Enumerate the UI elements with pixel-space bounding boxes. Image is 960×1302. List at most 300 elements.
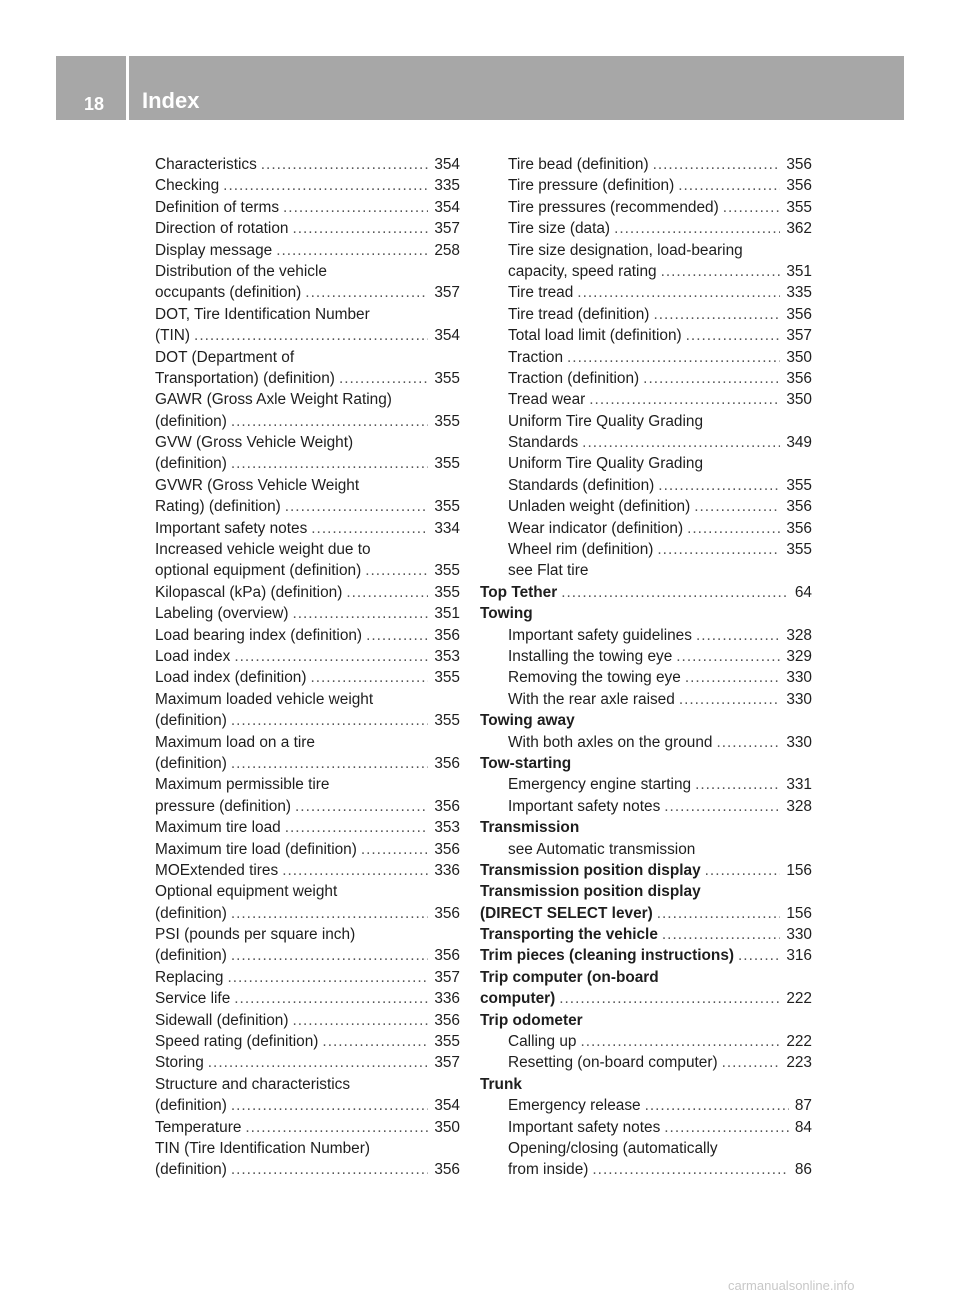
dot-leader (685, 667, 780, 688)
dot-leader (679, 689, 781, 710)
dot-leader (285, 496, 429, 517)
index-entry (155, 518, 460, 539)
dot-leader (292, 1010, 428, 1031)
page-ref: 356 (434, 947, 460, 965)
dot-leader (295, 796, 428, 817)
index-entry (480, 261, 812, 282)
page-ref: 356 (434, 840, 460, 858)
dot-leader (686, 325, 781, 346)
page-ref: 222 (786, 990, 812, 1008)
index-entry (480, 967, 812, 988)
entry-text: Traction (definition) (508, 369, 640, 387)
entry-text: Removing the towing eye (508, 669, 681, 687)
entry-text: Transporting the vehicle (480, 926, 658, 944)
entry-text: Maximum loaded vehicle weight (155, 690, 374, 708)
page-number-box (56, 56, 126, 120)
index-entry (155, 154, 460, 175)
entry-text: Tire tread (508, 284, 574, 302)
index-entry (155, 539, 460, 560)
entry-text: see Flat tire (508, 562, 589, 580)
page-ref: 357 (434, 284, 460, 302)
index-entry (155, 432, 460, 453)
entry-text: Unladen weight (definition) (508, 498, 691, 516)
page-ref: 336 (434, 861, 460, 879)
dot-leader (705, 860, 781, 881)
dot-leader (643, 368, 780, 389)
index-entry (155, 839, 460, 860)
index-entry (480, 411, 812, 432)
index-entry (480, 1095, 812, 1116)
index-entry (480, 903, 812, 924)
entry-text: (definition) (155, 754, 227, 772)
entry-text: Important safety notes (508, 797, 661, 815)
dot-leader (589, 389, 780, 410)
dot-leader (231, 710, 428, 731)
index-entry (480, 774, 812, 795)
dot-leader (657, 903, 781, 924)
dot-leader (664, 796, 780, 817)
index-entry (155, 368, 460, 389)
entry-text: Load bearing index (definition) (155, 626, 363, 644)
entry-text: Labeling (overview) (155, 605, 289, 623)
dot-leader (678, 175, 780, 196)
page-ref: 355 (434, 669, 460, 687)
entry-text: With the rear axle raised (508, 690, 675, 708)
page-ref: 355 (434, 369, 460, 387)
page-ref: 355 (434, 583, 460, 601)
dot-leader (339, 368, 428, 389)
index-entry (480, 689, 812, 710)
entry-text: Important safety notes (508, 1118, 661, 1136)
page-ref: 353 (434, 647, 460, 665)
entry-text: Tire pressure (definition) (508, 177, 675, 195)
page-ref: 84 (794, 1118, 812, 1136)
index-entry (155, 1138, 460, 1159)
index-entry (480, 154, 812, 175)
index-entry (480, 582, 812, 603)
page-ref: 351 (786, 262, 812, 280)
page-ref: 362 (786, 220, 812, 238)
page-ref: 357 (434, 968, 460, 986)
index-entry (480, 518, 812, 539)
index-entry (155, 1159, 460, 1180)
entry-text: Standards (508, 434, 579, 452)
entry-text: Checking (155, 177, 220, 195)
entry-text: see Automatic transmission (508, 840, 696, 858)
dot-leader (310, 667, 428, 688)
entry-text: (definition) (155, 1097, 227, 1115)
page-ref: 355 (434, 498, 460, 516)
entry-text: Direction of rotation (155, 220, 289, 238)
index-entry (480, 988, 812, 1009)
page-title: Index (142, 88, 200, 113)
dot-leader (653, 304, 780, 325)
index-entry (155, 175, 460, 196)
dot-leader (231, 1095, 428, 1116)
entry-text: Definition of terms (155, 198, 280, 216)
entry-text: Speed rating (definition) (155, 1033, 319, 1051)
entry-text: Installing the towing eye (508, 647, 673, 665)
index-entry (480, 710, 812, 731)
dot-leader (276, 240, 428, 261)
index-entry (155, 924, 460, 945)
index-entry (480, 496, 812, 517)
entry-text: Tow-starting (480, 754, 572, 772)
page-ref: 356 (786, 156, 812, 173)
dot-leader (245, 1117, 428, 1138)
index-entry (480, 1117, 812, 1138)
dot-leader (282, 860, 428, 881)
entry-text: (definition) (155, 455, 227, 473)
entry-text: Transportation) (definition) (155, 369, 335, 387)
entry-text: Increased vehicle weight due to (155, 541, 371, 559)
page-ref: 355 (434, 712, 460, 730)
index-entry (480, 560, 812, 581)
entry-text: Trip odometer (480, 1011, 583, 1029)
index-entry (480, 1138, 812, 1159)
entry-text: Tire size designation, load-bearing (508, 241, 743, 259)
index-entry (155, 475, 460, 496)
index-entry (155, 625, 460, 646)
index-entry (155, 389, 460, 410)
entry-text: Transmission position display (480, 861, 701, 879)
entry-text: (DIRECT SELECT lever) (480, 904, 653, 922)
dot-leader (592, 1159, 788, 1180)
dot-leader (292, 603, 428, 624)
dot-leader (695, 774, 780, 795)
entry-text: Characteristics (155, 156, 257, 173)
entry-text: Display message (155, 241, 273, 259)
index-entry (155, 1010, 460, 1031)
index-entry (480, 646, 812, 667)
index-entry (480, 218, 812, 239)
entry-text: pressure (definition) (155, 797, 292, 815)
dot-leader (292, 218, 428, 239)
page-ref: 330 (786, 690, 812, 708)
index-entry (155, 1095, 460, 1116)
page-ref: 156 (786, 861, 812, 879)
page-ref: 223 (786, 1054, 812, 1072)
dot-leader (285, 817, 429, 838)
index-entry (480, 732, 812, 753)
entry-text: Maximum permissible tire (155, 776, 330, 794)
index-entry (155, 796, 460, 817)
page-ref: 355 (434, 562, 460, 580)
index-entry (155, 560, 460, 581)
page-ref: 351 (434, 605, 460, 623)
dot-leader (231, 453, 428, 474)
index-entry (480, 839, 812, 860)
entry-text: Wheel rim (definition) (508, 541, 654, 559)
dot-leader (676, 646, 780, 667)
entry-text: optional equipment (definition) (155, 562, 362, 580)
entry-text: MOExtended tires (155, 861, 279, 879)
index-entry (480, 796, 812, 817)
dot-leader (305, 282, 428, 303)
entry-text: Calling up (508, 1033, 577, 1051)
dot-leader (738, 945, 780, 966)
entry-text: Distribution of the vehicle (155, 262, 327, 280)
entry-text: computer) (480, 990, 556, 1008)
entry-text: Uniform Tire Quality Grading (508, 455, 704, 473)
entry-text: PSI (pounds per square inch) (155, 926, 356, 944)
page-number: 18 (84, 94, 105, 114)
dot-leader (311, 518, 428, 539)
dot-leader (366, 625, 428, 646)
index-entry (155, 817, 460, 838)
dot-leader (658, 475, 780, 496)
entry-text: DOT (Department of (155, 348, 295, 366)
entry-text: Optional equipment weight (155, 883, 338, 901)
page-ref: 86 (794, 1161, 812, 1179)
index-entry (155, 710, 460, 731)
page-ref: 328 (786, 797, 812, 815)
page-ref: 64 (794, 583, 812, 601)
entry-text: occupants (definition) (155, 284, 302, 302)
index-entry (155, 304, 460, 325)
index-entry (155, 732, 460, 753)
dot-leader (231, 411, 428, 432)
index-entry (155, 689, 460, 710)
entry-text: Replacing (155, 968, 224, 986)
index-entry (155, 603, 460, 624)
entry-text: Kilopascal (kPa) (definition) (155, 583, 343, 601)
dot-leader (657, 539, 780, 560)
page-ref: 357 (434, 1054, 460, 1072)
index-entry (480, 453, 812, 474)
entry-text: from inside) (508, 1161, 589, 1179)
page-ref: 356 (434, 904, 460, 922)
watermark: carmanualsonline.info (728, 1278, 855, 1293)
dot-leader (346, 582, 428, 603)
page-ref: 330 (786, 669, 812, 687)
index-entry (480, 860, 812, 881)
index-entry (155, 325, 460, 346)
index-entry (480, 603, 812, 624)
index-entry (155, 347, 460, 368)
entry-text: Service life (155, 990, 231, 1008)
index-entry (155, 1052, 460, 1073)
index-entry (480, 539, 812, 560)
dot-leader (231, 945, 428, 966)
index-entry (480, 1052, 812, 1073)
entry-text: Temperature (155, 1118, 242, 1136)
index-entry (480, 389, 812, 410)
index-entry (155, 282, 460, 303)
index-entry (480, 1074, 812, 1095)
entry-text: Maximum load on a tire (155, 733, 315, 751)
index-entry (155, 197, 460, 218)
index-column-right (480, 154, 812, 1181)
entry-text: Towing away (480, 712, 575, 730)
index-entry (480, 282, 812, 303)
index-entry (155, 860, 460, 881)
page-ref: 356 (434, 1011, 460, 1029)
entry-text: Maximum tire load (155, 819, 281, 837)
page-ref: 330 (786, 733, 812, 751)
page-ref: 87 (794, 1097, 812, 1115)
entry-text: Total load limit (definition) (508, 327, 682, 345)
entry-text: Tire size (data) (508, 220, 611, 238)
index-entry (480, 625, 812, 646)
page-ref: 350 (434, 1118, 460, 1136)
entry-text: Top Tether (480, 583, 558, 601)
index-entry (480, 881, 812, 902)
entry-text: Traction (508, 348, 564, 366)
entry-text: Emergency release (508, 1097, 641, 1115)
dot-leader (687, 518, 780, 539)
entry-text: (definition) (155, 412, 227, 430)
index-entry (155, 646, 460, 667)
entry-text: Wear indicator (definition) (508, 519, 684, 537)
page-ref: 354 (434, 198, 460, 216)
page-ref: 336 (434, 990, 460, 1008)
page-ref: 355 (786, 541, 812, 559)
page-ref: 355 (434, 455, 460, 473)
dot-leader (614, 218, 780, 239)
index-entry (480, 304, 812, 325)
index-entry (155, 261, 460, 282)
index-entry (480, 475, 812, 496)
page-ref: 355 (434, 412, 460, 430)
dot-leader (234, 988, 428, 1009)
entry-text: Transmission position display (480, 883, 701, 901)
dot-leader (722, 1052, 781, 1073)
entry-text: Tire bead (definition) (508, 156, 649, 173)
entry-text: Structure and characteristics (155, 1075, 351, 1093)
index-entry (480, 1159, 812, 1180)
index-entry (480, 945, 812, 966)
entry-text: (definition) (155, 947, 227, 965)
page-ref: 356 (434, 1161, 460, 1179)
page-ref: 357 (434, 220, 460, 238)
page-ref: 316 (786, 947, 812, 965)
entry-text: Transmission (480, 819, 580, 837)
entry-text: Load index (155, 647, 231, 665)
index-entry (155, 667, 460, 688)
index-entry (480, 175, 812, 196)
page-ref: 330 (786, 926, 812, 944)
entry-text: Tire pressures (recommended) (508, 198, 719, 216)
page-ref: 156 (786, 904, 812, 922)
index-entry (480, 347, 812, 368)
index-entry (480, 240, 812, 261)
dot-leader (645, 1095, 789, 1116)
index-entry (480, 368, 812, 389)
dot-leader (231, 1159, 428, 1180)
index-entry (155, 903, 460, 924)
entry-text: Storing (155, 1054, 204, 1072)
entry-text: Maximum tire load (definition) (155, 840, 357, 858)
header-divider (126, 56, 129, 120)
page-ref: 356 (786, 498, 812, 516)
entry-text: (definition) (155, 712, 227, 730)
page-ref: 335 (786, 284, 812, 302)
dot-leader (567, 347, 780, 368)
page-ref: 331 (786, 776, 812, 794)
index-entry (155, 774, 460, 795)
page-ref: 328 (786, 626, 812, 644)
index-entry (155, 218, 460, 239)
dot-leader (231, 753, 428, 774)
entry-text: Trip computer (on-board (480, 968, 659, 986)
entry-text: GAWR (Gross Axle Weight Rating) (155, 391, 392, 409)
page-ref: 334 (434, 519, 460, 537)
page-ref: 222 (786, 1033, 812, 1051)
entry-text: DOT, Tire Identification Number (155, 305, 370, 323)
entry-text: Towing (480, 605, 533, 623)
index-entry (155, 988, 460, 1009)
entry-text: Load index (definition) (155, 669, 307, 687)
page-ref: 354 (434, 156, 460, 173)
index-entry (155, 945, 460, 966)
dot-leader (580, 1031, 780, 1052)
entry-text: Tread wear (508, 391, 586, 409)
dot-leader (723, 197, 781, 218)
entry-text: Tire tread (definition) (508, 305, 650, 323)
dot-leader (662, 924, 780, 945)
index-entry (155, 453, 460, 474)
entry-text: Uniform Tire Quality Grading (508, 412, 704, 430)
page-ref: 335 (434, 177, 460, 195)
entry-text: Opening/closing (automatically (508, 1139, 718, 1157)
page-ref: 353 (434, 819, 460, 837)
dot-leader (559, 988, 780, 1009)
dot-leader (696, 625, 780, 646)
dot-leader (716, 732, 780, 753)
entry-text: (definition) (155, 1161, 227, 1179)
entry-text: (definition) (155, 904, 227, 922)
entry-text: Emergency engine starting (508, 776, 692, 794)
entry-text: Important safety notes (155, 519, 308, 537)
entry-text: (TIN) (155, 327, 191, 345)
dot-leader (223, 175, 428, 196)
page-ref: 356 (434, 797, 460, 815)
dot-leader (694, 496, 780, 517)
dot-leader (283, 197, 428, 218)
entry-text: GVW (Gross Vehicle Weight) (155, 434, 354, 452)
dot-leader (577, 282, 780, 303)
index-entry (155, 496, 460, 517)
index-entry (480, 924, 812, 945)
page-ref: 349 (786, 434, 812, 452)
page-header (56, 56, 904, 120)
page-ref: 356 (786, 177, 812, 195)
index-column-left (155, 154, 460, 1181)
entry-text: GVWR (Gross Vehicle Weight (155, 476, 360, 494)
page-ref: 356 (434, 626, 460, 644)
index-entry (480, 1031, 812, 1052)
page-ref: 329 (786, 647, 812, 665)
index-entry (155, 1031, 460, 1052)
index-entry (480, 817, 812, 838)
page-ref: 355 (786, 198, 812, 216)
entry-text: Rating) (definition) (155, 498, 281, 516)
entry-text: capacity, speed rating (508, 262, 657, 280)
dot-leader (208, 1052, 429, 1073)
index-entry (480, 432, 812, 453)
page-ref: 350 (786, 391, 812, 409)
dot-leader (664, 1117, 789, 1138)
dot-leader (661, 261, 781, 282)
dot-leader (261, 154, 429, 175)
dot-leader (582, 432, 780, 453)
dot-leader (194, 325, 428, 346)
dot-leader (653, 154, 781, 175)
index-entry (155, 753, 460, 774)
index-entry (480, 197, 812, 218)
entry-text: With both axles on the ground (508, 733, 713, 751)
